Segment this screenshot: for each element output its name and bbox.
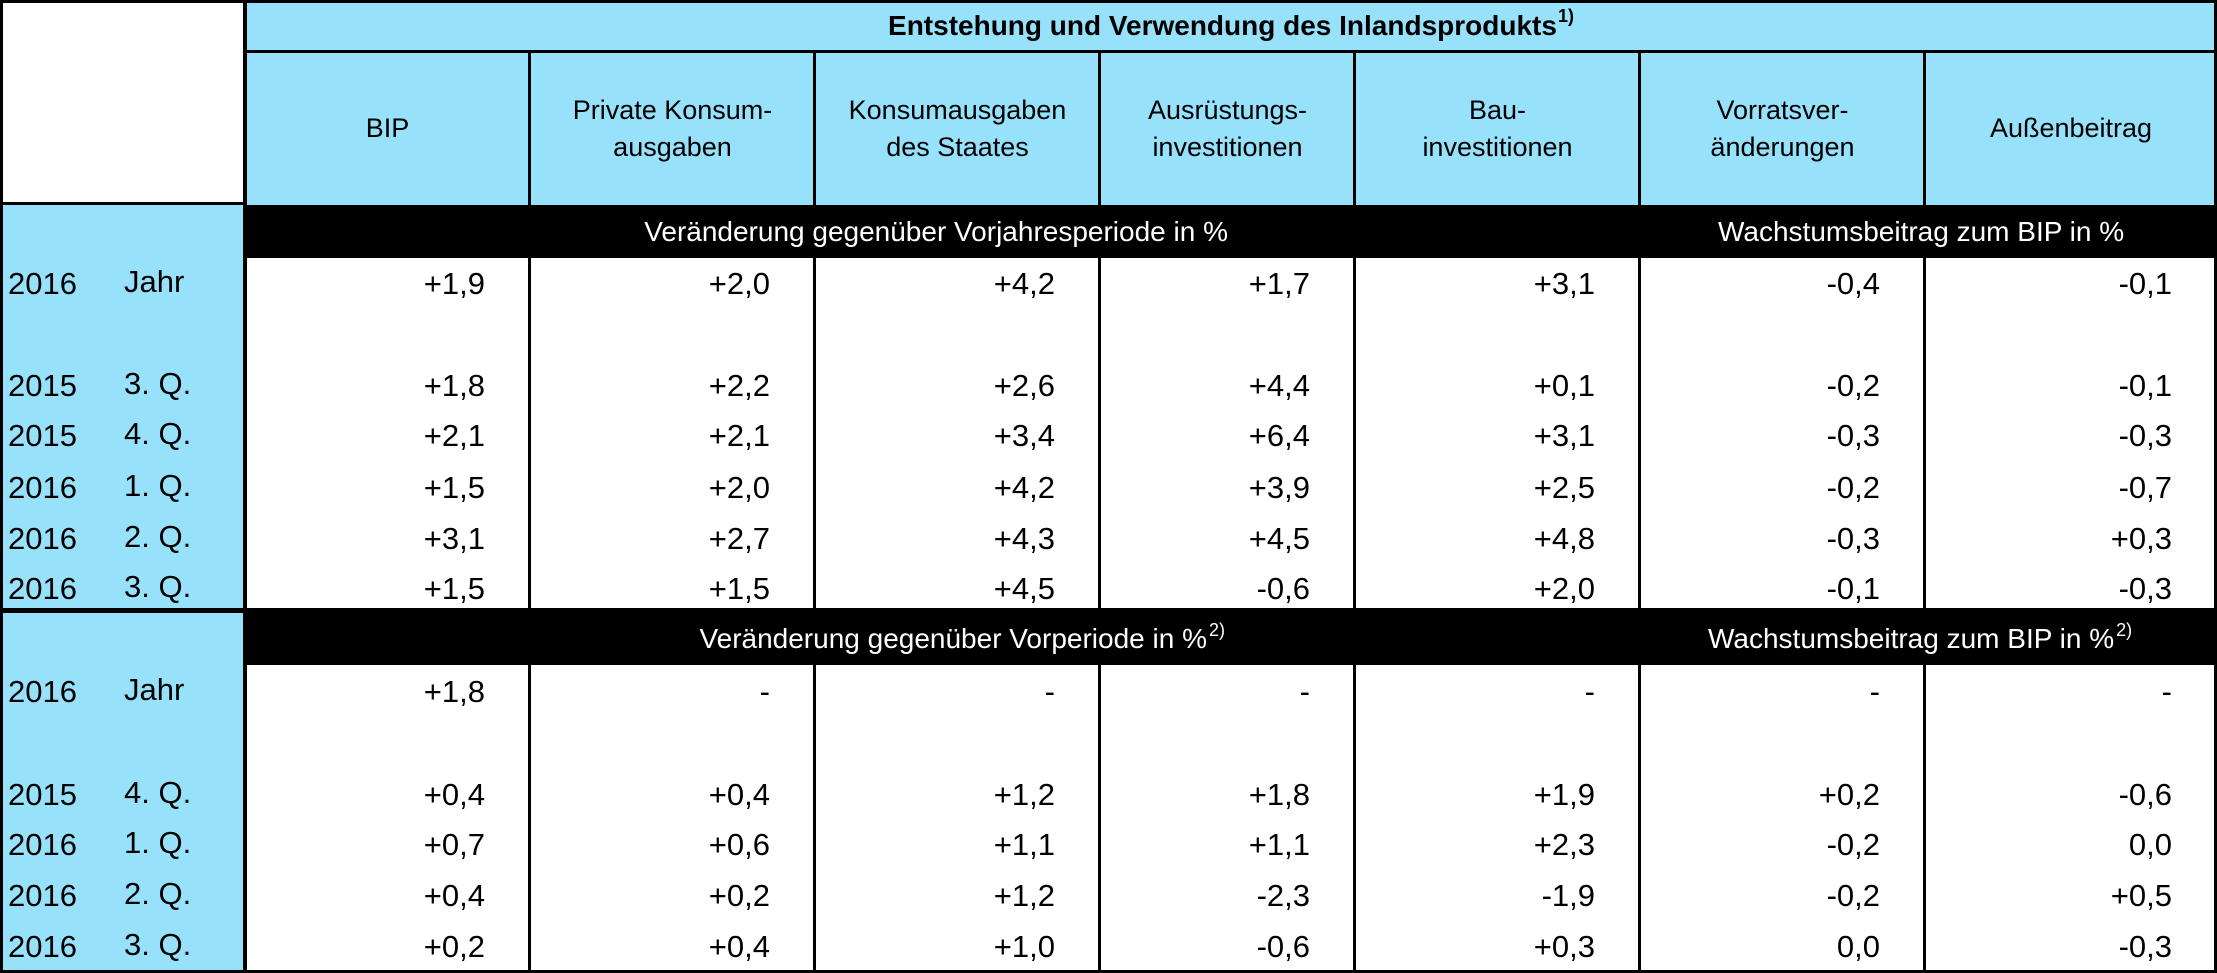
column-header-6: Außenbeitrag (1989, 113, 2153, 143)
row-period: Jahr (124, 672, 185, 707)
table-cell: -0,3 (2118, 929, 2172, 964)
table-cell: +0,4 (708, 777, 770, 812)
column-header-4: Bau- investitionen (1422, 94, 1573, 162)
table-cell: 0,0 (2128, 827, 2172, 862)
table-title-text: Entstehung und Verwendung des Inlandsprodukts (888, 10, 1557, 41)
table-cell: +1,1 (1248, 827, 1310, 862)
table-cell: +0,2 (423, 929, 485, 964)
table-cell: +2,6 (993, 368, 1055, 403)
column-divider (1923, 258, 1926, 612)
column-divider (1098, 665, 1101, 973)
table-cell: +1,1 (993, 827, 1055, 862)
header-bottom-rule (0, 202, 245, 205)
table-cell: +2,0 (1533, 571, 1595, 606)
table-cell: +1,5 (423, 470, 485, 505)
table-cell: -0,6 (1256, 571, 1310, 606)
column-divider (1353, 52, 1356, 205)
row-period: 1. Q. (124, 468, 192, 503)
row-period: 4. Q. (124, 775, 192, 810)
band-left-footnote: 2) (1208, 620, 1225, 640)
column-header-3: Ausrüstungs- investitionen (1147, 94, 1308, 162)
table-cell: +4,4 (1248, 368, 1310, 403)
table-cell: +1,9 (423, 266, 485, 301)
table-cell: +0,2 (708, 878, 770, 913)
row-year: 2015 (8, 777, 77, 812)
table-cell: - (1299, 674, 1310, 709)
column-divider (1638, 52, 1641, 205)
table-cell: -0,2 (1826, 827, 1880, 862)
column-divider (1098, 52, 1101, 205)
table-cell: +2,1 (423, 418, 485, 453)
table-cell: +2,3 (1533, 827, 1595, 862)
table-cell: +2,5 (1533, 470, 1595, 505)
band-left-text: Veränderung gegenüber Vorperiode in % (699, 622, 1207, 654)
table-cell: +1,2 (993, 878, 1055, 913)
table-cell: +1,2 (993, 777, 1055, 812)
table-cell: -0,3 (2118, 418, 2172, 453)
table-cell: +2,0 (708, 470, 770, 505)
table-cell: +4,5 (993, 571, 1055, 606)
table-cell: +1,9 (1533, 777, 1595, 812)
table-cell: +0,7 (423, 827, 485, 862)
table-cell: +1,0 (993, 929, 1055, 964)
column-divider (1923, 665, 1926, 973)
column-divider (1638, 258, 1641, 612)
table-cell: +3,1 (423, 521, 485, 556)
table-cell: +2,2 (708, 368, 770, 403)
table-cell: - (1044, 674, 1055, 709)
table-cell: +3,1 (1533, 266, 1595, 301)
column-header-0: BIP (365, 113, 410, 143)
table-cell: +1,5 (423, 571, 485, 606)
column-header-1: Private Konsum- ausgaben (572, 94, 773, 162)
table-cell: +1,8 (1248, 777, 1310, 812)
table-cell: -0,6 (1256, 929, 1310, 964)
table-cell: +0,5 (2110, 878, 2172, 913)
table-cell: -0,3 (1826, 521, 1880, 556)
column-divider (1098, 258, 1101, 612)
row-year: 2016 (8, 674, 77, 709)
table-cell: 0,0 (1836, 929, 1880, 964)
table-cell: -0,1 (1826, 571, 1880, 606)
table-cell: +0,4 (708, 929, 770, 964)
table-cell: -0,6 (2118, 777, 2172, 812)
table-cell: +0,6 (708, 827, 770, 862)
column-divider (813, 665, 816, 973)
row-year: 2016 (8, 929, 77, 964)
table-cell: +0,3 (1533, 929, 1595, 964)
table-cell: -2,3 (1256, 878, 1310, 913)
table-cell: -0,3 (2118, 571, 2172, 606)
column-divider (528, 665, 531, 973)
row-year: 2016 (8, 266, 77, 301)
table-cell: +4,2 (993, 266, 1055, 301)
table-cell: +4,5 (1248, 521, 1310, 556)
table-cell: -0,4 (1826, 266, 1880, 301)
outer-border-left (0, 0, 3, 973)
table-cell: +0,4 (423, 878, 485, 913)
table-cell: +1,8 (423, 674, 485, 709)
table-cell: +0,3 (2110, 521, 2172, 556)
table-cell: +3,4 (993, 418, 1055, 453)
table-cell: -0,1 (2118, 266, 2172, 301)
row-year: 2016 (8, 827, 77, 862)
column-header-5: Vorratsver- änderungen (1710, 94, 1855, 162)
table-cell: -0,2 (1826, 368, 1880, 403)
column-divider (1353, 258, 1356, 612)
row-year: 2015 (8, 368, 77, 403)
table-title (245, 0, 2217, 52)
row-period: Jahr (124, 264, 185, 299)
table-cell: - (2161, 674, 2172, 709)
table-cell: -0,2 (1826, 470, 1880, 505)
table-cell: -0,7 (2118, 470, 2172, 505)
title-footnote: 1) (1557, 5, 1574, 26)
table-cell: +4,8 (1533, 521, 1595, 556)
row-period: 3. Q. (124, 927, 192, 962)
band-right-text: Wachstumsbeitrag zum BIP in % (1708, 622, 2115, 654)
column-divider (528, 52, 531, 205)
table-cell: +1,7 (1248, 266, 1310, 301)
row-year: 2015 (8, 418, 77, 453)
label-column-divider (243, 0, 247, 973)
column-divider (813, 258, 816, 612)
band-left-text: Veränderung gegenüber Vorjahresperiode in % (644, 215, 1228, 247)
outer-border-top (0, 0, 2217, 3)
table-cell: -0,1 (2118, 368, 2172, 403)
table-cell: -0,2 (1826, 878, 1880, 913)
table-cell: - (1869, 674, 1880, 709)
table-cell: +3,9 (1248, 470, 1310, 505)
row-period: 4. Q. (124, 416, 192, 451)
table-cell: +3,1 (1533, 418, 1595, 453)
row-year: 2016 (8, 571, 77, 606)
row-period: 2. Q. (124, 876, 192, 911)
table-cell: +0,4 (423, 777, 485, 812)
table-cell: +1,8 (423, 368, 485, 403)
column-divider (1353, 665, 1356, 973)
table-cell: - (1584, 674, 1595, 709)
band-right-text: Wachstumsbeitrag zum BIP in % (1718, 215, 2125, 247)
table-cell: -0,3 (1826, 418, 1880, 453)
column-divider (813, 52, 816, 205)
column-divider (528, 258, 531, 612)
table-cell: +6,4 (1248, 418, 1310, 453)
table-cell: +2,1 (708, 418, 770, 453)
row-year: 2016 (8, 878, 77, 913)
column-divider (1923, 52, 1926, 205)
table-cell: +0,1 (1533, 368, 1595, 403)
table-cell: +1,5 (708, 571, 770, 606)
row-year: 2016 (8, 521, 77, 556)
row-period: 3. Q. (124, 366, 192, 401)
row-period: 2. Q. (124, 519, 192, 554)
top-left-blank (0, 0, 245, 205)
table-cell: +2,0 (708, 266, 770, 301)
column-header-2: Konsumausgaben des Staates (848, 94, 1067, 162)
row-period: 1. Q. (124, 825, 192, 860)
section-divider-rule (0, 608, 2217, 613)
table-cell: +0,2 (1818, 777, 1880, 812)
band-right-footnote: 2) (2116, 620, 2133, 640)
band-right-label (1640, 205, 2217, 258)
table-cell: +2,7 (708, 521, 770, 556)
table-cell: +4,2 (993, 470, 1055, 505)
table-cell: +4,3 (993, 521, 1055, 556)
band-left-label (0, 205, 1355, 258)
band-right-label (1640, 612, 2217, 665)
row-period: 3. Q. (124, 569, 192, 604)
band-left-label (0, 612, 1355, 665)
title-rule (245, 50, 2217, 53)
table-cell: -1,9 (1541, 878, 1595, 913)
column-divider (1638, 665, 1641, 973)
row-year: 2016 (8, 470, 77, 505)
table-cell: - (759, 674, 770, 709)
